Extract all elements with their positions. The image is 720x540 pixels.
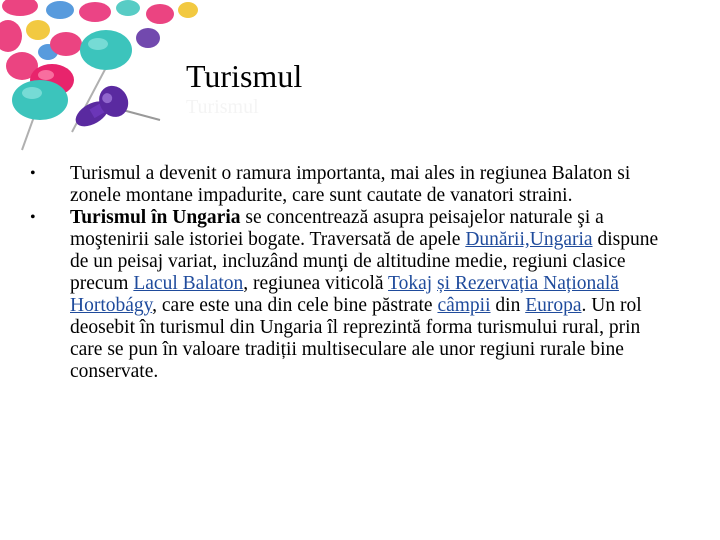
- bullet-text: Turismul a devenit o ramura importanta, mai ales in regiunea Balaton si zonele montane impadurite, care sunt cautate de vanatori straini.: [70, 163, 631, 206]
- bold-phrase: Turismul în Ungaria: [70, 207, 241, 228]
- bullet-icon: •: [30, 209, 36, 226]
- title-reflection: Turismul: [186, 96, 259, 118]
- text-fragment: se concentrează asupra peisajelor naturale şi a moştenirii sale istoriei bogate. Traversată de apele: [70, 207, 604, 250]
- bullet-list: [30, 163, 670, 383]
- link-campii[interactable]: câmpii: [437, 295, 491, 316]
- text-fragment: . Un rol deosebit în turismul din Ungaria îl reprezintă forma turismului rural, prin care se pun în valoare tradiții multiseculare ale unor regiuni rurale bine conservate.: [70, 295, 642, 382]
- text-fragment: , care este una din cele bine păstrate: [152, 295, 438, 316]
- link-lacul-balaton[interactable]: Lacul Balaton: [133, 273, 244, 294]
- text-fragment: dispune de un peisaj variat, incluzând munţi de altitudine medie, regiuni clasice precum: [70, 229, 659, 294]
- link-europa[interactable]: Europa: [525, 295, 582, 316]
- text-fragment: din: [490, 295, 526, 316]
- link-hortobagy[interactable]: și Rezervația Națională Hortobágy: [70, 273, 619, 316]
- page-title: Turismul: [186, 58, 303, 94]
- text-fragment: , regiunea viticolă: [243, 273, 389, 294]
- link-dunarii[interactable]: Dunării,Ungaria: [465, 229, 593, 250]
- list-item: [30, 207, 670, 383]
- link-tokaj[interactable]: Tokaj: [388, 273, 433, 294]
- bullet-text: [70, 207, 658, 382]
- bullet-icon: •: [30, 165, 36, 182]
- list-item: [30, 163, 670, 207]
